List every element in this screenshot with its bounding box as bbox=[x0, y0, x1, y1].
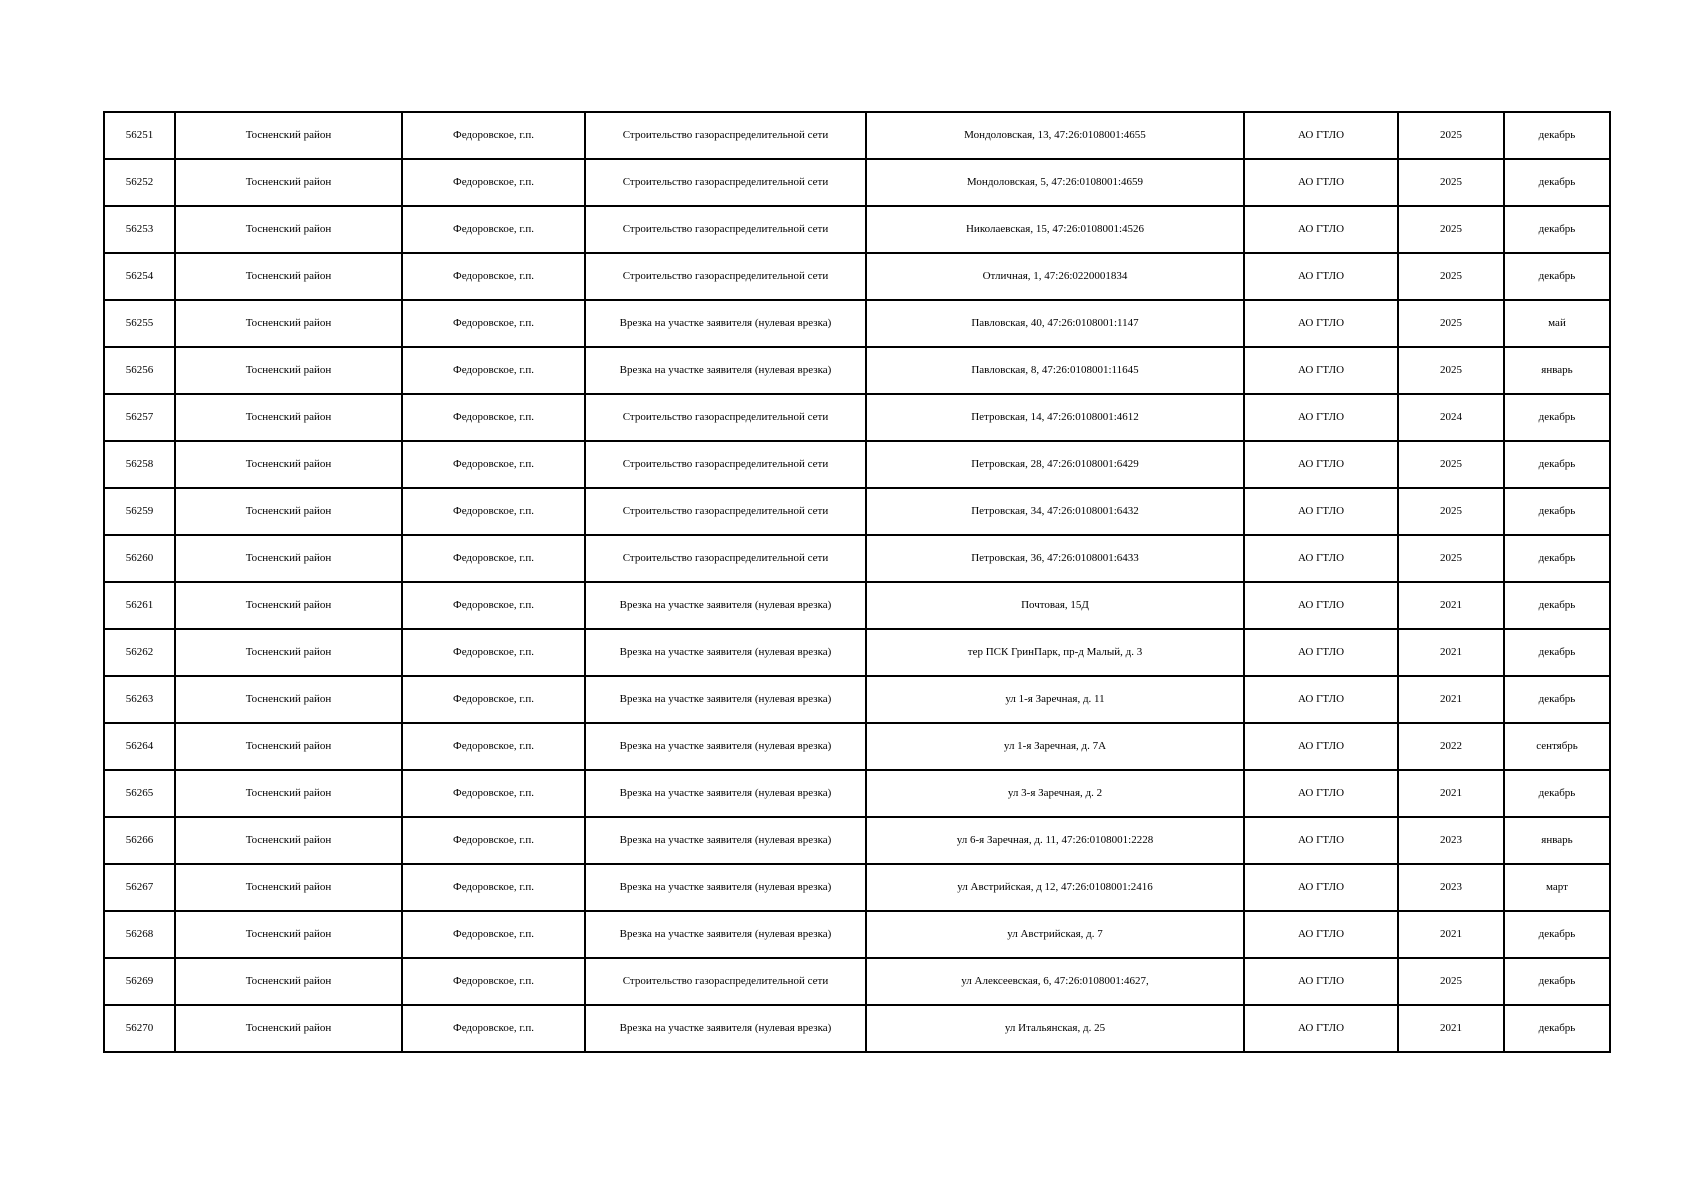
cell-district: Тосненский район bbox=[175, 629, 402, 676]
cell-year: 2025 bbox=[1398, 206, 1504, 253]
cell-address: Петровская, 36, 47:26:0108001:6433 bbox=[866, 535, 1244, 582]
cell-organization: АО ГТЛО bbox=[1244, 535, 1398, 582]
cell-district: Тосненский район bbox=[175, 253, 402, 300]
cell-id: 56252 bbox=[104, 159, 175, 206]
cell-organization: АО ГТЛО bbox=[1244, 347, 1398, 394]
cell-district: Тосненский район bbox=[175, 911, 402, 958]
table-row bbox=[104, 1005, 1610, 1052]
cell-settlement: Федоровское, г.п. bbox=[402, 253, 585, 300]
cell-month: декабрь bbox=[1504, 441, 1610, 488]
cell-work-type: Врезка на участке заявителя (нулевая врезка) bbox=[585, 347, 866, 394]
cell-year: 2021 bbox=[1398, 911, 1504, 958]
cell-id: 56251 bbox=[104, 112, 175, 159]
table-row bbox=[104, 676, 1610, 723]
cell-work-type: Строительство газораспределительной сети bbox=[585, 488, 866, 535]
cell-address: ул 1-я Заречная, д. 11 bbox=[866, 676, 1244, 723]
cell-organization: АО ГТЛО bbox=[1244, 253, 1398, 300]
cell-address: Отличная, 1, 47:26:0220001834 bbox=[866, 253, 1244, 300]
cell-settlement: Федоровское, г.п. bbox=[402, 817, 585, 864]
cell-work-type: Врезка на участке заявителя (нулевая врезка) bbox=[585, 676, 866, 723]
cell-year: 2025 bbox=[1398, 159, 1504, 206]
cell-year: 2023 bbox=[1398, 864, 1504, 911]
cell-organization: АО ГТЛО bbox=[1244, 300, 1398, 347]
cell-month: декабрь bbox=[1504, 535, 1610, 582]
cell-organization: АО ГТЛО bbox=[1244, 1005, 1398, 1052]
cell-work-type: Врезка на участке заявителя (нулевая врезка) bbox=[585, 1005, 866, 1052]
cell-organization: АО ГТЛО bbox=[1244, 723, 1398, 770]
cell-settlement: Федоровское, г.п. bbox=[402, 159, 585, 206]
cell-settlement: Федоровское, г.п. bbox=[402, 535, 585, 582]
cell-district: Тосненский район bbox=[175, 300, 402, 347]
table-row bbox=[104, 535, 1610, 582]
cell-id: 56270 bbox=[104, 1005, 175, 1052]
cell-organization: АО ГТЛО bbox=[1244, 864, 1398, 911]
table-row bbox=[104, 911, 1610, 958]
cell-year: 2025 bbox=[1398, 112, 1504, 159]
cell-organization: АО ГТЛО bbox=[1244, 770, 1398, 817]
cell-work-type: Врезка на участке заявителя (нулевая врезка) bbox=[585, 911, 866, 958]
cell-organization: АО ГТЛО bbox=[1244, 441, 1398, 488]
cell-district: Тосненский район bbox=[175, 112, 402, 159]
cell-id: 56265 bbox=[104, 770, 175, 817]
cell-month: декабрь bbox=[1504, 206, 1610, 253]
cell-settlement: Федоровское, г.п. bbox=[402, 112, 585, 159]
cell-address: ул Австрийская, д 12, 47:26:0108001:2416 bbox=[866, 864, 1244, 911]
table-row bbox=[104, 723, 1610, 770]
cell-work-type: Строительство газораспределительной сети bbox=[585, 253, 866, 300]
cell-year: 2023 bbox=[1398, 817, 1504, 864]
cell-month: декабрь bbox=[1504, 629, 1610, 676]
cell-work-type: Врезка на участке заявителя (нулевая врезка) bbox=[585, 817, 866, 864]
table-row bbox=[104, 206, 1610, 253]
cell-district: Тосненский район bbox=[175, 394, 402, 441]
cell-month: декабрь bbox=[1504, 770, 1610, 817]
cell-work-type: Строительство газораспределительной сети bbox=[585, 535, 866, 582]
cell-year: 2025 bbox=[1398, 488, 1504, 535]
cell-month: декабрь bbox=[1504, 911, 1610, 958]
cell-district: Тосненский район bbox=[175, 770, 402, 817]
cell-month: сентябрь bbox=[1504, 723, 1610, 770]
cell-address: Мондоловская, 5, 47:26:0108001:4659 bbox=[866, 159, 1244, 206]
gasification-table bbox=[103, 111, 1611, 1053]
cell-work-type: Врезка на участке заявителя (нулевая врезка) bbox=[585, 629, 866, 676]
cell-id: 56269 bbox=[104, 958, 175, 1005]
cell-district: Тосненский район bbox=[175, 441, 402, 488]
cell-settlement: Федоровское, г.п. bbox=[402, 1005, 585, 1052]
cell-year: 2022 bbox=[1398, 723, 1504, 770]
cell-id: 56266 bbox=[104, 817, 175, 864]
cell-id: 56254 bbox=[104, 253, 175, 300]
cell-id: 56257 bbox=[104, 394, 175, 441]
cell-settlement: Федоровское, г.п. bbox=[402, 864, 585, 911]
cell-address: Почтовая, 15Д bbox=[866, 582, 1244, 629]
cell-year: 2021 bbox=[1398, 1005, 1504, 1052]
table-row bbox=[104, 958, 1610, 1005]
cell-work-type: Строительство газораспределительной сети bbox=[585, 112, 866, 159]
cell-month: май bbox=[1504, 300, 1610, 347]
table-row bbox=[104, 488, 1610, 535]
table-row bbox=[104, 629, 1610, 676]
cell-year: 2025 bbox=[1398, 300, 1504, 347]
table-row bbox=[104, 817, 1610, 864]
cell-settlement: Федоровское, г.п. bbox=[402, 394, 585, 441]
cell-month: март bbox=[1504, 864, 1610, 911]
cell-address: ул Алексеевская, 6, 47:26:0108001:4627, bbox=[866, 958, 1244, 1005]
cell-month: декабрь bbox=[1504, 1005, 1610, 1052]
cell-address: ул 3-я Заречная, д. 2 bbox=[866, 770, 1244, 817]
cell-address: тер ПСК ГринПарк, пр-д Малый, д. 3 bbox=[866, 629, 1244, 676]
table-row bbox=[104, 300, 1610, 347]
table-row bbox=[104, 864, 1610, 911]
cell-district: Тосненский район bbox=[175, 817, 402, 864]
cell-month: декабрь bbox=[1504, 159, 1610, 206]
cell-month: декабрь bbox=[1504, 582, 1610, 629]
cell-settlement: Федоровское, г.п. bbox=[402, 582, 585, 629]
cell-settlement: Федоровское, г.п. bbox=[402, 958, 585, 1005]
cell-address: Петровская, 34, 47:26:0108001:6432 bbox=[866, 488, 1244, 535]
cell-id: 56259 bbox=[104, 488, 175, 535]
cell-work-type: Строительство газораспределительной сети bbox=[585, 441, 866, 488]
cell-year: 2025 bbox=[1398, 958, 1504, 1005]
cell-month: декабрь bbox=[1504, 112, 1610, 159]
cell-district: Тосненский район bbox=[175, 582, 402, 629]
cell-organization: АО ГТЛО bbox=[1244, 159, 1398, 206]
cell-year: 2021 bbox=[1398, 770, 1504, 817]
table-row bbox=[104, 347, 1610, 394]
cell-year: 2025 bbox=[1398, 347, 1504, 394]
cell-year: 2024 bbox=[1398, 394, 1504, 441]
cell-organization: АО ГТЛО bbox=[1244, 488, 1398, 535]
cell-district: Тосненский район bbox=[175, 159, 402, 206]
table-row bbox=[104, 253, 1610, 300]
cell-organization: АО ГТЛО bbox=[1244, 582, 1398, 629]
cell-year: 2021 bbox=[1398, 629, 1504, 676]
cell-settlement: Федоровское, г.п. bbox=[402, 488, 585, 535]
table-row bbox=[104, 394, 1610, 441]
table-row bbox=[104, 582, 1610, 629]
cell-month: январь bbox=[1504, 347, 1610, 394]
cell-id: 56256 bbox=[104, 347, 175, 394]
cell-work-type: Врезка на участке заявителя (нулевая врезка) bbox=[585, 582, 866, 629]
cell-month: декабрь bbox=[1504, 488, 1610, 535]
cell-id: 56262 bbox=[104, 629, 175, 676]
cell-organization: АО ГТЛО bbox=[1244, 958, 1398, 1005]
cell-id: 56258 bbox=[104, 441, 175, 488]
cell-work-type: Строительство газораспределительной сети bbox=[585, 958, 866, 1005]
cell-settlement: Федоровское, г.п. bbox=[402, 347, 585, 394]
cell-settlement: Федоровское, г.п. bbox=[402, 911, 585, 958]
cell-address: Павловская, 40, 47:26:0108001:1147 bbox=[866, 300, 1244, 347]
cell-district: Тосненский район bbox=[175, 535, 402, 582]
cell-organization: АО ГТЛО bbox=[1244, 911, 1398, 958]
cell-settlement: Федоровское, г.п. bbox=[402, 300, 585, 347]
cell-work-type: Строительство газораспределительной сети bbox=[585, 394, 866, 441]
cell-district: Тосненский район bbox=[175, 347, 402, 394]
cell-address: Петровская, 28, 47:26:0108001:6429 bbox=[866, 441, 1244, 488]
table-body bbox=[104, 112, 1610, 1052]
cell-year: 2021 bbox=[1398, 676, 1504, 723]
cell-month: декабрь bbox=[1504, 958, 1610, 1005]
table-row bbox=[104, 770, 1610, 817]
cell-settlement: Федоровское, г.п. bbox=[402, 629, 585, 676]
cell-district: Тосненский район bbox=[175, 723, 402, 770]
cell-district: Тосненский район bbox=[175, 206, 402, 253]
cell-id: 56263 bbox=[104, 676, 175, 723]
cell-work-type: Врезка на участке заявителя (нулевая врезка) bbox=[585, 300, 866, 347]
cell-work-type: Строительство газораспределительной сети bbox=[585, 159, 866, 206]
cell-organization: АО ГТЛО bbox=[1244, 817, 1398, 864]
cell-year: 2021 bbox=[1398, 582, 1504, 629]
cell-id: 56260 bbox=[104, 535, 175, 582]
cell-year: 2025 bbox=[1398, 253, 1504, 300]
cell-work-type: Врезка на участке заявителя (нулевая врезка) bbox=[585, 864, 866, 911]
table-row bbox=[104, 441, 1610, 488]
cell-id: 56255 bbox=[104, 300, 175, 347]
cell-month: январь bbox=[1504, 817, 1610, 864]
cell-month: декабрь bbox=[1504, 676, 1610, 723]
cell-month: декабрь bbox=[1504, 394, 1610, 441]
cell-district: Тосненский район bbox=[175, 864, 402, 911]
cell-settlement: Федоровское, г.п. bbox=[402, 441, 585, 488]
cell-organization: АО ГТЛО bbox=[1244, 676, 1398, 723]
cell-district: Тосненский район bbox=[175, 488, 402, 535]
cell-id: 56253 bbox=[104, 206, 175, 253]
cell-organization: АО ГТЛО bbox=[1244, 206, 1398, 253]
table-row bbox=[104, 159, 1610, 206]
cell-address: ул Австрийская, д. 7 bbox=[866, 911, 1244, 958]
cell-work-type: Строительство газораспределительной сети bbox=[585, 206, 866, 253]
cell-district: Тосненский район bbox=[175, 1005, 402, 1052]
cell-month: декабрь bbox=[1504, 253, 1610, 300]
cell-id: 56267 bbox=[104, 864, 175, 911]
cell-settlement: Федоровское, г.п. bbox=[402, 770, 585, 817]
cell-address: ул 1-я Заречная, д. 7А bbox=[866, 723, 1244, 770]
cell-id: 56268 bbox=[104, 911, 175, 958]
cell-address: Мондоловская, 13, 47:26:0108001:4655 bbox=[866, 112, 1244, 159]
cell-work-type: Врезка на участке заявителя (нулевая врезка) bbox=[585, 723, 866, 770]
cell-id: 56261 bbox=[104, 582, 175, 629]
cell-organization: АО ГТЛО bbox=[1244, 112, 1398, 159]
cell-address: ул Итальянская, д. 25 bbox=[866, 1005, 1244, 1052]
cell-settlement: Федоровское, г.п. bbox=[402, 206, 585, 253]
cell-address: Петровская, 14, 47:26:0108001:4612 bbox=[866, 394, 1244, 441]
cell-organization: АО ГТЛО bbox=[1244, 629, 1398, 676]
cell-settlement: Федоровское, г.п. bbox=[402, 676, 585, 723]
cell-year: 2025 bbox=[1398, 535, 1504, 582]
cell-district: Тосненский район bbox=[175, 958, 402, 1005]
cell-id: 56264 bbox=[104, 723, 175, 770]
cell-address: Павловская, 8, 47:26:0108001:11645 bbox=[866, 347, 1244, 394]
cell-organization: АО ГТЛО bbox=[1244, 394, 1398, 441]
cell-district: Тосненский район bbox=[175, 676, 402, 723]
cell-address: ул 6-я Заречная, д. 11, 47:26:0108001:2228 bbox=[866, 817, 1244, 864]
cell-year: 2025 bbox=[1398, 441, 1504, 488]
cell-work-type: Врезка на участке заявителя (нулевая врезка) bbox=[585, 770, 866, 817]
cell-settlement: Федоровское, г.п. bbox=[402, 723, 585, 770]
cell-address: Николаевская, 15, 47:26:0108001:4526 bbox=[866, 206, 1244, 253]
table-row bbox=[104, 112, 1610, 159]
